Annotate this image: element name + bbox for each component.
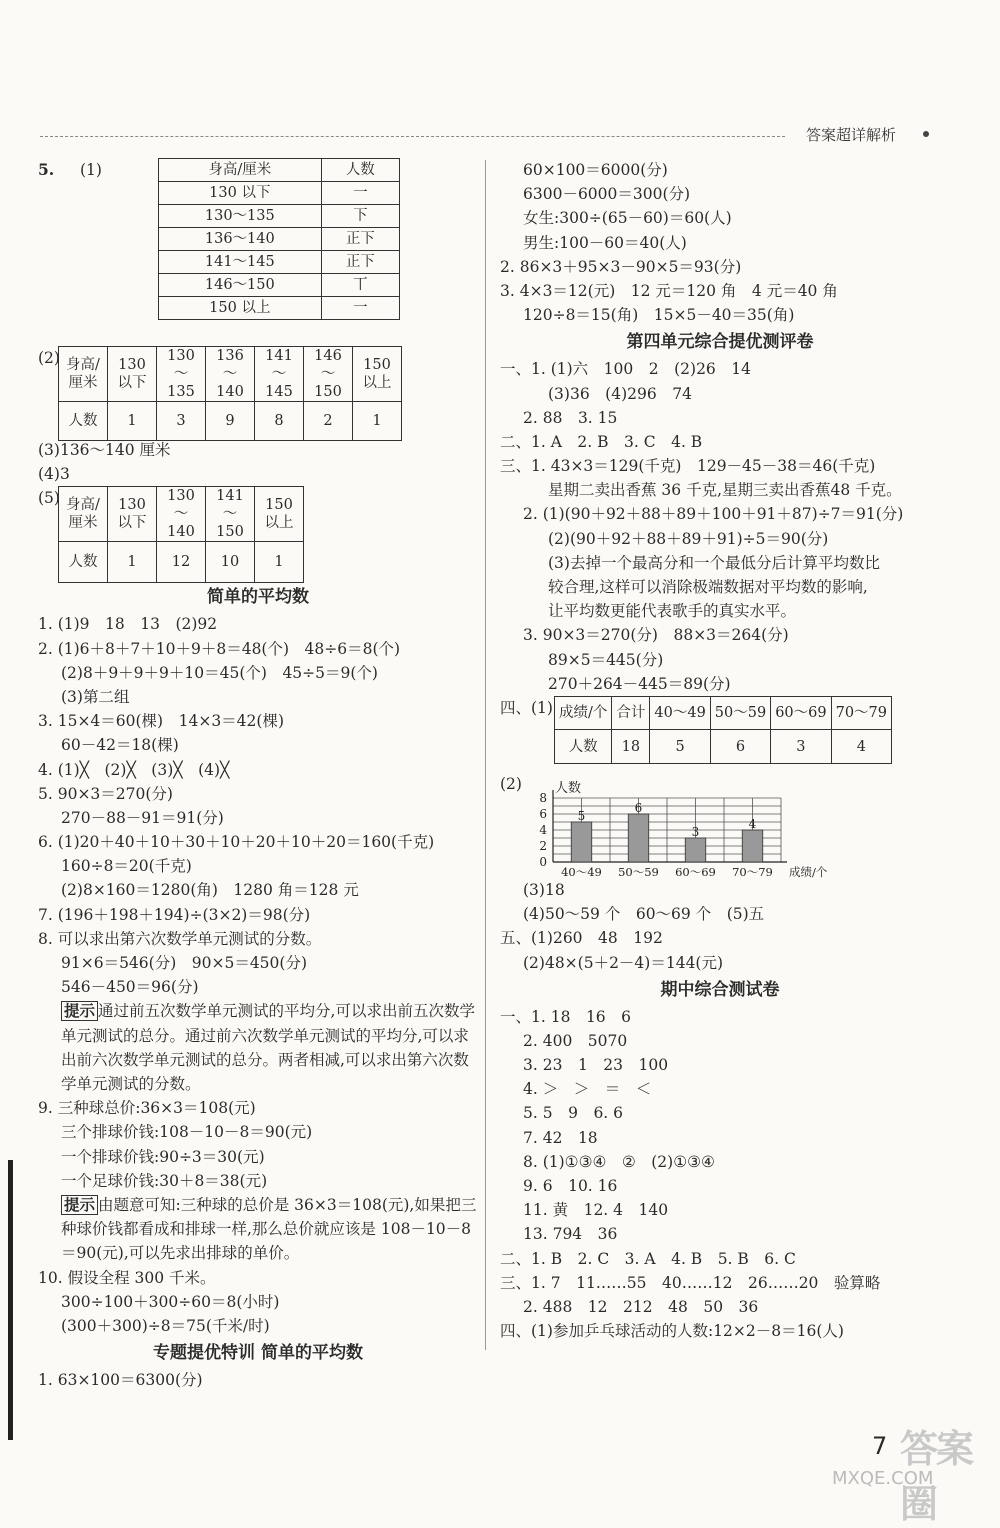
table-cell: 136～140 bbox=[206, 347, 255, 402]
answer-line: 让平均数更能代表歌手的真实水平。 bbox=[548, 602, 797, 621]
height-count-table bbox=[58, 346, 402, 441]
chart-block bbox=[500, 772, 940, 878]
table-cell: 130以下 bbox=[108, 347, 157, 402]
table-cell: 150以上 bbox=[255, 487, 304, 542]
table-cell: 人数 bbox=[555, 730, 612, 764]
watermark-site: MXQE.COM bbox=[832, 1468, 934, 1489]
y-axis-label: 人数 bbox=[555, 780, 582, 796]
header-rule bbox=[40, 136, 785, 137]
table-cell: 丅 bbox=[321, 274, 399, 297]
table-cell: 150 以上 bbox=[159, 297, 322, 320]
answer-line: 1. (1)9 18 13 (2)92 bbox=[38, 615, 218, 634]
table-cell: 4 bbox=[831, 730, 891, 764]
answer-line: 五、(1)260 48 192 bbox=[500, 929, 663, 948]
table-cell: 正下 bbox=[321, 228, 399, 251]
q5-part4: (4)3 bbox=[38, 465, 70, 484]
x-tick-label: 40～49 bbox=[561, 864, 602, 878]
answer-line: 一个足球价钱:30＋8＝38(元) bbox=[61, 1171, 268, 1190]
y-tick-label: 0 bbox=[539, 854, 547, 869]
table-row bbox=[159, 251, 400, 274]
q4-label: 四、(1) bbox=[500, 698, 553, 717]
table-cell: 130以下 bbox=[108, 487, 157, 542]
table-cell: 130～135 bbox=[157, 347, 206, 402]
table-cell: 8 bbox=[255, 402, 304, 441]
section-title-midterm: 期中综合测试卷 bbox=[660, 979, 780, 1000]
answer-line: 3. 90×3＝270(分) 88×3＝264(分) bbox=[523, 626, 789, 645]
answer-line: 三、1. 7 11……55 40……12 26……20 验算略 bbox=[500, 1273, 881, 1292]
answer-line: 9. 6 10. 16 bbox=[523, 1177, 618, 1195]
tip-2 bbox=[38, 1193, 478, 1266]
unit4-answers bbox=[500, 357, 940, 696]
section-title-special: 专题提优特训 简单的平均数 bbox=[153, 1343, 363, 1364]
table-row bbox=[59, 542, 304, 583]
answer-line: 一、1. 18 16 6 bbox=[500, 1007, 632, 1026]
unit4-answers-2 bbox=[500, 878, 940, 975]
q5-part5 bbox=[38, 486, 478, 582]
answer-line: 7. 42 18 bbox=[523, 1128, 598, 1147]
answer-line: (3)36 (4)296 74 bbox=[548, 384, 692, 403]
bar bbox=[628, 814, 649, 862]
answer-line: 8. 可以求出第六次数学单元测试的分数。 bbox=[38, 929, 322, 948]
table-cell: 正下 bbox=[321, 251, 399, 274]
table-row bbox=[59, 347, 402, 402]
answer-line: 13. 794 36 bbox=[523, 1225, 618, 1244]
y-tick-label: 2 bbox=[539, 838, 547, 853]
answer-line: 546－450＝96(分) bbox=[61, 978, 199, 997]
answer-line: 2. 88 3. 15 bbox=[523, 408, 618, 427]
answer-line: 9. 三种球总价:36×3＝108(元) bbox=[38, 1099, 256, 1118]
y-tick-label: 4 bbox=[539, 822, 547, 837]
q5-part2 bbox=[38, 346, 478, 438]
table-cell: 5 bbox=[650, 730, 710, 764]
answer-line: 300÷100＋300÷60＝8(小时) bbox=[61, 1292, 280, 1311]
bar-chart bbox=[523, 772, 843, 878]
table-row bbox=[159, 274, 400, 297]
table-cell: 10 bbox=[206, 542, 255, 583]
answer-line: 二、1. A 2. B 3. C 4. B bbox=[500, 432, 703, 451]
table-cell: 9 bbox=[206, 402, 255, 441]
bar-value-label: 6 bbox=[634, 800, 643, 815]
bar-value-label: 3 bbox=[691, 824, 700, 839]
answer-line: 2. (1)6＋8＋7＋10＋9＋8＝48(个) 48÷6＝8(个) bbox=[38, 639, 401, 658]
table-cell: 人数 bbox=[59, 402, 108, 441]
q5-part1 bbox=[38, 158, 478, 346]
continued-answers bbox=[500, 158, 940, 327]
average-answers bbox=[38, 612, 478, 999]
table-cell: 1 bbox=[108, 542, 157, 583]
tally-table bbox=[158, 158, 400, 320]
table-cell: 150以上 bbox=[353, 347, 402, 402]
y-tick-label: 8 bbox=[539, 790, 547, 805]
answer-line: (2)48×(5＋2－4)＝144(元) bbox=[523, 953, 724, 972]
binding-edge bbox=[8, 1160, 13, 1440]
table-row bbox=[59, 487, 304, 542]
answer-line: 2. 400 5070 bbox=[523, 1031, 628, 1050]
table-cell: 136～140 bbox=[159, 228, 322, 251]
answer-line: 270＋264－445＝89(分) bbox=[548, 674, 731, 693]
table-row bbox=[159, 182, 400, 205]
page-number: 7 bbox=[872, 1432, 888, 1460]
table-cell: 141～145 bbox=[255, 347, 304, 402]
bar-chart-svg bbox=[523, 772, 843, 878]
table-cell: 身高/厘米 bbox=[59, 487, 108, 542]
answer-line: 2. 488 12 212 48 50 36 bbox=[523, 1297, 759, 1316]
table-row bbox=[59, 402, 402, 441]
table-row bbox=[159, 159, 400, 182]
q5-part1-label: (1) bbox=[80, 161, 102, 179]
answer-line: 三、1. 43×3＝129(千克) 129－45－38＝46(千克) bbox=[500, 457, 876, 476]
table-cell: 141～150 bbox=[206, 487, 255, 542]
answer-line: 较合理,这样可以消除极端数据对平均数的影响, bbox=[548, 578, 868, 596]
answer-line: 星期二卖出香蕉 36 千克,星期三卖出香蕉48 千克。 bbox=[548, 481, 902, 500]
table-cell: 130 以下 bbox=[159, 182, 322, 205]
table-cell: 成绩/个 bbox=[555, 696, 612, 730]
q9-answers bbox=[38, 1096, 478, 1193]
tip-2-label: 提示 bbox=[61, 1195, 98, 1215]
table-cell: 3 bbox=[157, 402, 206, 441]
x-tick-label: 70～79 bbox=[732, 864, 773, 878]
answer-line: 89×5＝445(分) bbox=[548, 650, 664, 669]
answer-line: (2)8＋9＋9＋9＋10＝45(个) 45÷5＝9(个) bbox=[61, 663, 378, 682]
table-cell: 50～59 bbox=[710, 696, 770, 730]
x-tick-label: 60～69 bbox=[675, 864, 716, 878]
answer-line: 5. 5 9 6. 6 bbox=[523, 1104, 624, 1123]
tip-1 bbox=[38, 999, 478, 1096]
column-divider bbox=[485, 160, 486, 1350]
table-row bbox=[555, 730, 892, 764]
answer-line: (2)(90＋92＋88＋89＋91)÷5＝90(分) bbox=[548, 529, 829, 548]
table-cell: 70～79 bbox=[831, 696, 891, 730]
answer-line: 女生:300÷(65－60)＝60(人) bbox=[523, 209, 732, 228]
table-row bbox=[159, 205, 400, 228]
section-title-average: 简单的平均数 bbox=[207, 587, 309, 608]
answer-line: 3. 15×4＝60(棵) 14×3＝42(棵) bbox=[38, 712, 284, 731]
answer-line: 160÷8＝20(千克) bbox=[61, 857, 192, 876]
table-cell: 18 bbox=[612, 730, 650, 764]
table-cell: 人数 bbox=[59, 542, 108, 583]
answer-line: (3)18 bbox=[523, 880, 565, 899]
table-cell: 146～150 bbox=[304, 347, 353, 402]
table-cell: 下 bbox=[321, 205, 399, 228]
watermark-logo: 答案圈 bbox=[900, 1427, 973, 1526]
answer-line: 11. 黄 12. 4 140 bbox=[523, 1201, 669, 1220]
q10-answers bbox=[38, 1266, 478, 1339]
answer-line: 2. (1)(90＋92＋88＋89＋100＋91＋87)÷7＝91(分) bbox=[523, 505, 904, 524]
table-cell: 3 bbox=[771, 730, 831, 764]
table-cell: 146～150 bbox=[159, 274, 322, 297]
answer-line: 60－42＝18(棵) bbox=[61, 736, 179, 755]
right-column bbox=[500, 158, 940, 1343]
table-cell: 60～69 bbox=[771, 696, 831, 730]
answer-line: (300＋300)÷8＝75(千米/时) bbox=[61, 1316, 270, 1335]
header-title: 答案超详解析 bbox=[806, 126, 897, 144]
answer-line: 2. 86×3＋95×3－90×5＝93(分) bbox=[500, 257, 742, 276]
table-cell: 130～135 bbox=[159, 205, 322, 228]
answer-line: 男生:100－60＝40(人) bbox=[523, 233, 687, 252]
answer-line: 8. (1)①③④ ② (2)①③④ bbox=[523, 1152, 715, 1171]
section-title-unit4: 第四单元综合提优测评卷 bbox=[626, 332, 814, 353]
table-cell: 130～140 bbox=[157, 487, 206, 542]
table-cell: 合计 bbox=[612, 696, 650, 730]
table-row bbox=[159, 228, 400, 251]
q5-part5-label: (5) bbox=[38, 489, 60, 508]
answer-line: 10. 假设全程 300 千米。 bbox=[38, 1268, 216, 1287]
table-row bbox=[555, 696, 892, 730]
answer-line: 270－88－91＝91(分) bbox=[61, 808, 224, 827]
answer-line: 一个排球价钱:90÷3＝30(元) bbox=[61, 1147, 265, 1166]
answer-line: 4. (1)╳ (2)╳ (3)╳ (4)╳ bbox=[38, 760, 230, 779]
answer-line: 四、(1)参加乒乓球活动的人数:12×2－8＝16(人) bbox=[500, 1322, 844, 1341]
special-q1: 1. 63×100＝6300(分) bbox=[38, 1371, 203, 1390]
tip-2-text: 由题意可知:三种球的总价是 36×3＝108(元),如果把三种球价钱都看成和排球一样,那么总价就应该是 108－10－8＝90(元),可以先求出排球的单价。 bbox=[61, 1195, 477, 1263]
header-bullet bbox=[923, 131, 929, 137]
table-cell: 一 bbox=[321, 297, 399, 320]
answer-line: (3)第二组 bbox=[61, 687, 130, 706]
table-cell: 人数 bbox=[321, 159, 399, 182]
answer-line: 7. (196＋198＋194)÷(3×2)＝98(分) bbox=[38, 905, 311, 924]
bar bbox=[685, 838, 706, 862]
q5-part2-label: (2) bbox=[38, 349, 60, 367]
bar bbox=[742, 830, 763, 862]
answer-line: 91×6＝546(分) 90×5＝450(分) bbox=[61, 954, 308, 972]
table-cell: 一 bbox=[321, 182, 399, 205]
chart-label: (2) bbox=[500, 774, 522, 793]
table-cell: 141～145 bbox=[159, 251, 322, 274]
answer-line: (2)8×160＝1280(角) 1280 角＝128 元 bbox=[61, 881, 359, 900]
bar-value-label: 4 bbox=[748, 816, 757, 831]
q5-part3: (3)136～140 厘米 bbox=[38, 441, 171, 459]
answer-line: 5. 90×3＝270(分) bbox=[38, 784, 173, 803]
table-cell: 6 bbox=[710, 730, 770, 764]
score-count-table bbox=[554, 696, 892, 764]
tip-1-text: 通过前五次数学单元测试的平均分,可以求出前五次数学单元测试的总分。通过前六次数学单元测试的平均分,可以求出前六次数学单元测试的总分。两者相减,可以求出第六次数学单元测试的分数。 bbox=[61, 1002, 475, 1093]
answer-line: 6300－6000＝300(分) bbox=[523, 185, 691, 204]
answer-line: 4. ＞ ＞ ＝ ＜ bbox=[523, 1080, 652, 1099]
answer-line: (4)50～59 个 60～69 个 (5)五 bbox=[523, 905, 765, 924]
bar-value-label: 5 bbox=[577, 808, 586, 823]
table-cell: 身高/厘米 bbox=[159, 159, 322, 182]
midterm-answers bbox=[500, 1005, 940, 1344]
answer-line: (3)去掉一个最高分和一个最低分后计算平均数比 bbox=[548, 553, 880, 572]
q4-table-block bbox=[500, 696, 940, 772]
answer-line: 三个排球价钱:108－10－8＝90(元) bbox=[61, 1123, 313, 1142]
table-cell: 2 bbox=[304, 402, 353, 441]
answer-line: 3. 23 1 23 100 bbox=[523, 1056, 669, 1075]
y-tick-label: 6 bbox=[539, 806, 547, 821]
answer-line: 60×100＝6000(分) bbox=[523, 161, 668, 179]
left-column bbox=[38, 158, 478, 1392]
table-cell: 1 bbox=[255, 542, 304, 583]
table-row bbox=[159, 297, 400, 320]
bar bbox=[571, 822, 592, 862]
x-tick-label: 50～59 bbox=[618, 864, 659, 878]
table-cell: 1 bbox=[353, 402, 402, 441]
tip-1-label: 提示 bbox=[61, 1001, 98, 1021]
answer-line: 3. 4×3＝12(元) 12 元＝120 角 4 元＝40 角 bbox=[500, 281, 838, 300]
answer-line: 一、1. (1)六 100 2 (2)26 14 bbox=[500, 360, 752, 379]
table-cell: 身高/厘米 bbox=[59, 347, 108, 402]
table-cell: 1 bbox=[108, 402, 157, 441]
answer-line: 二、1. B 2. C 3. A 4. B 5. B 6. C bbox=[500, 1249, 796, 1268]
answer-line: 6. (1)20＋40＋10＋30＋10＋20＋10＋20＝160(千克) bbox=[38, 833, 435, 852]
table-cell: 12 bbox=[157, 542, 206, 583]
grouped-height-table bbox=[58, 486, 304, 583]
x-axis-label: 成绩/个 bbox=[789, 864, 828, 878]
q5-number: 5. bbox=[38, 160, 55, 179]
table-cell: 40～49 bbox=[650, 696, 710, 730]
answer-line: 120÷8＝15(角) 15×5－40＝35(角) bbox=[523, 306, 795, 325]
